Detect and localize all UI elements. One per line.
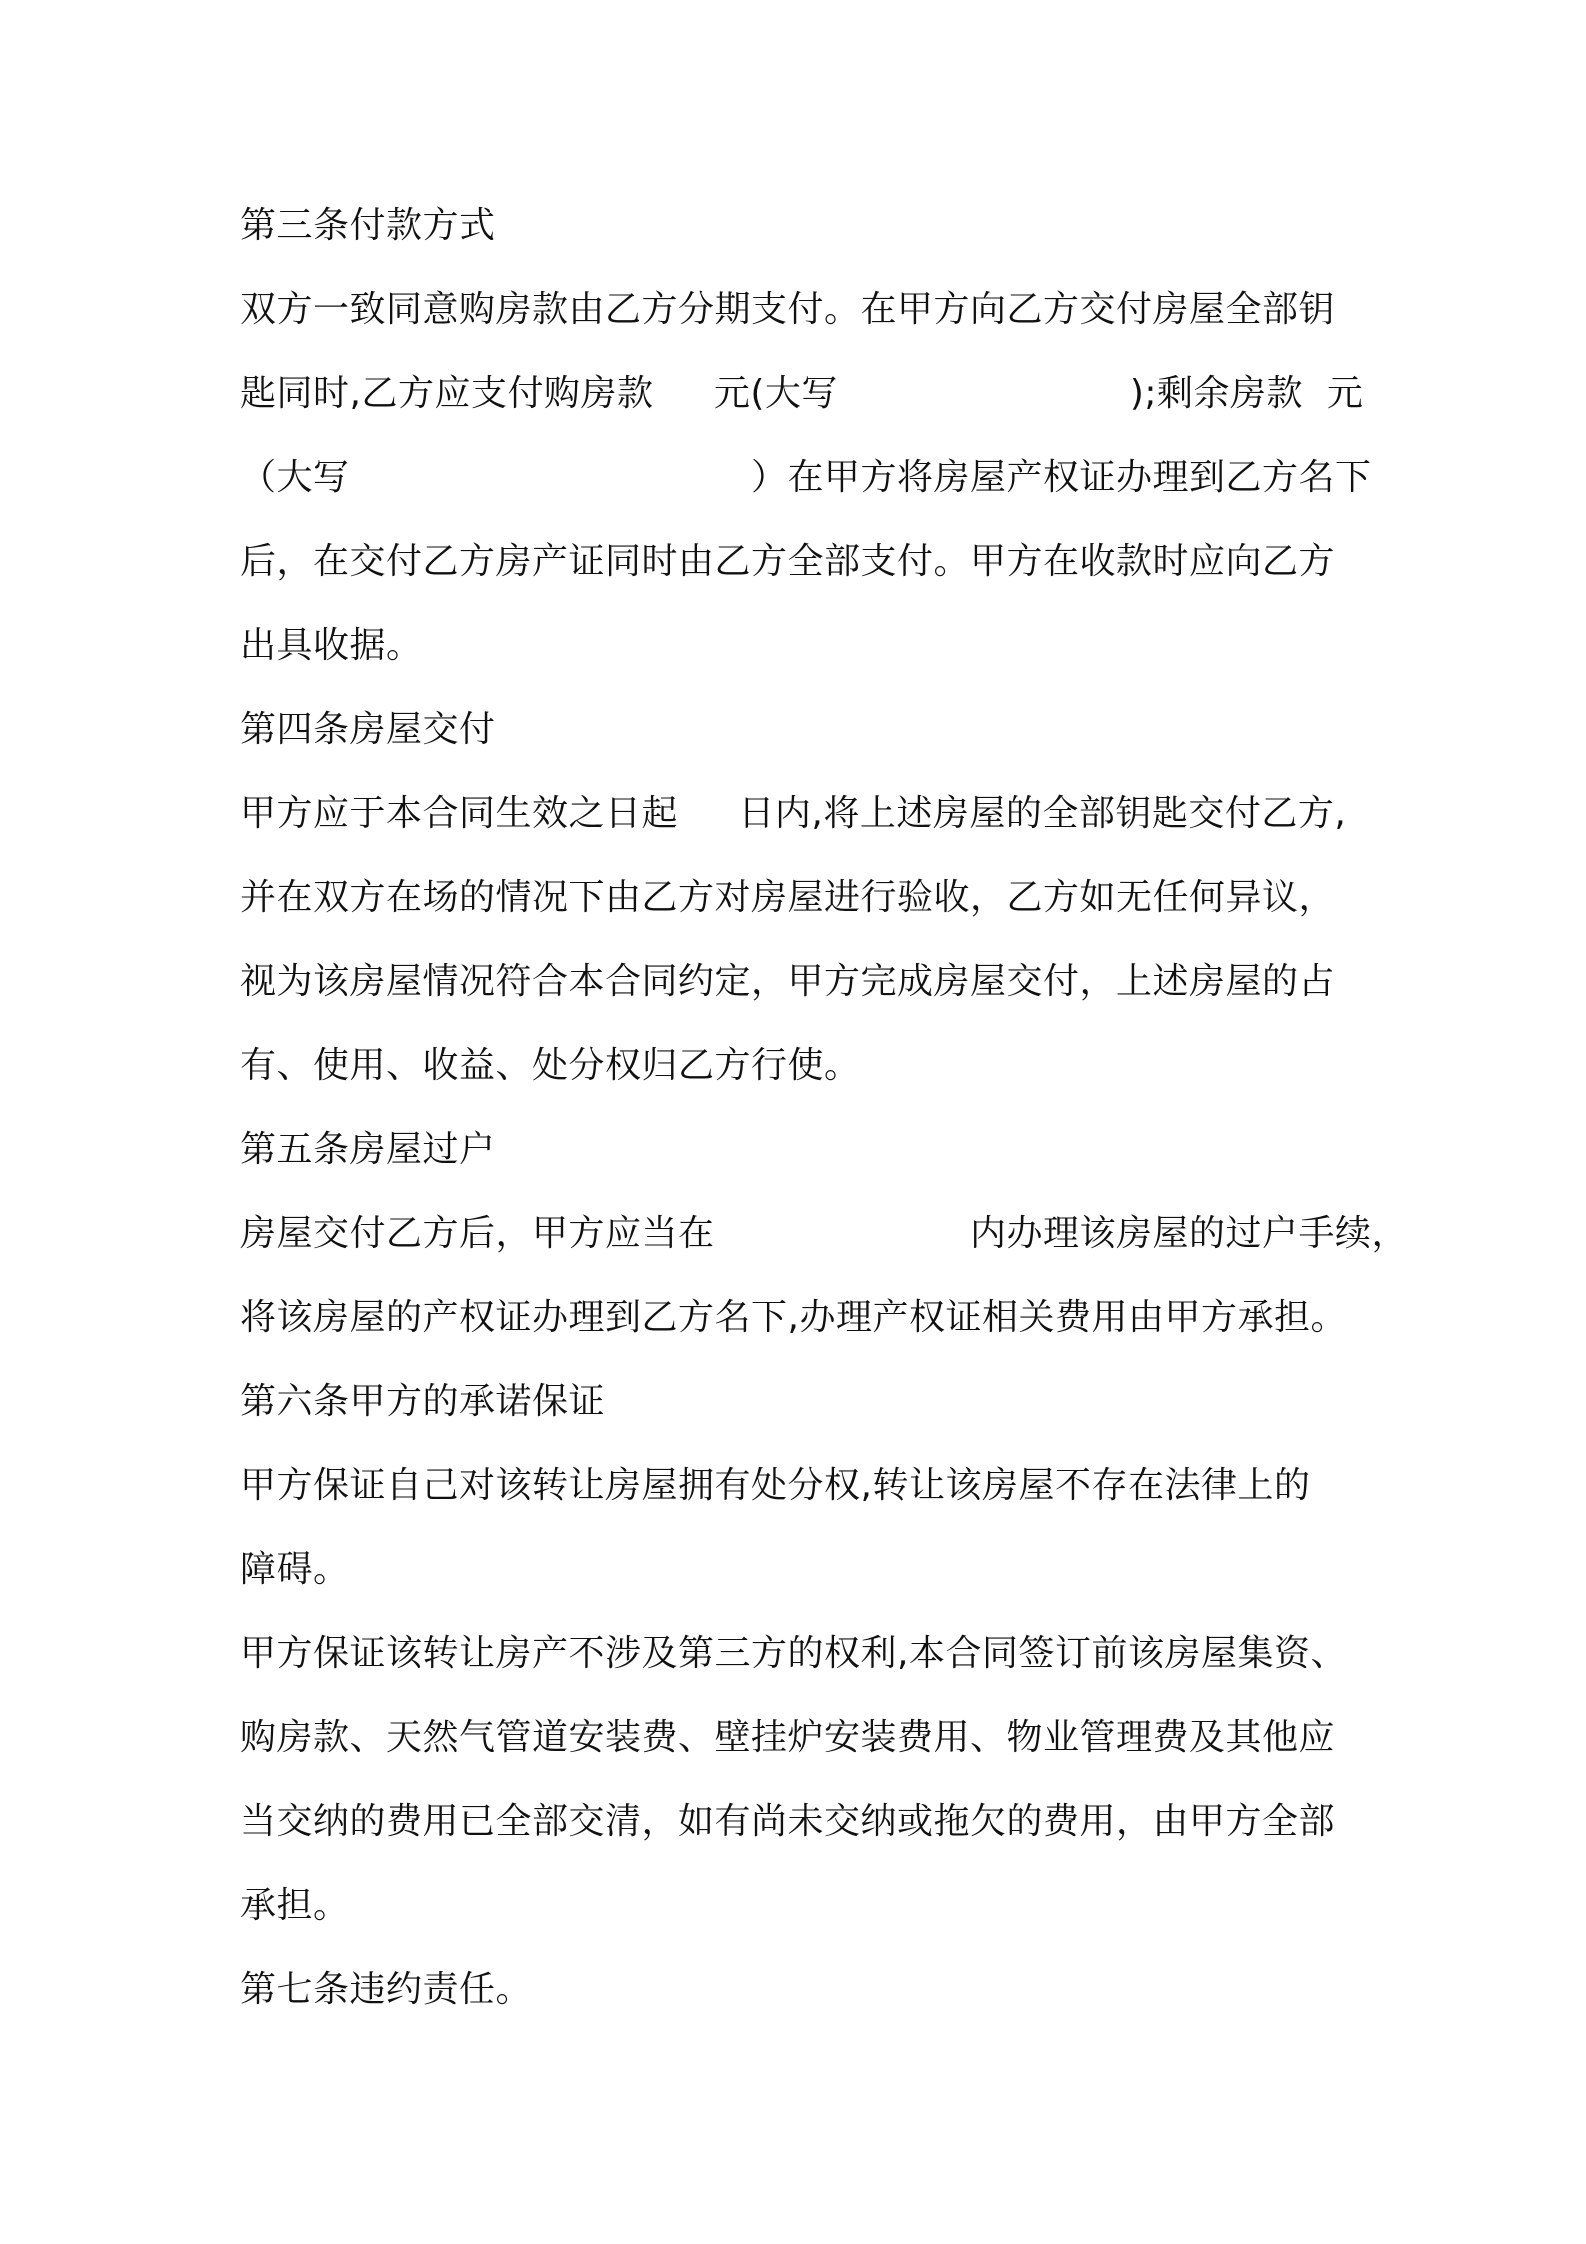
article-3-heading: 第三条付款方式 bbox=[240, 205, 496, 246]
article-5-line-2: 将该房屋的产权证办理到乙方名下,办理产权证相关费用由甲方承担。 bbox=[240, 1297, 1347, 1338]
article-6-line-2: 障碍。 bbox=[240, 1549, 350, 1590]
article-6-line-4: 购房款、天然气管道安装费、壁挂炉安装费用、物业管理费及其他应 bbox=[240, 1717, 1336, 1758]
article-4-line-4: 有、使用、收益、处分权归乙方行使。 bbox=[240, 1045, 861, 1086]
article-3-line-3: （大写 ）在甲方将房屋产权证办理到乙方名下 bbox=[240, 457, 1372, 498]
article-7-heading: 第七条违约责任。 bbox=[240, 1969, 533, 2010]
article-4-heading: 第四条房屋交付 bbox=[240, 709, 496, 750]
article-4-line-2: 并在双方在场的情况下由乙方对房屋进行验收，乙方如无任何异议， bbox=[240, 877, 1336, 918]
article-3-line-5: 出具收据。 bbox=[240, 625, 423, 666]
article-6-line-5: 当交纳的费用已全部交清，如有尚未交纳或拖欠的费用，由甲方全部 bbox=[240, 1801, 1336, 1842]
article-5-heading: 第五条房屋过户 bbox=[240, 1129, 496, 1170]
article-3-line-2: 匙同时,乙方应支付购房款 元(大写 );剩余房款 元 bbox=[240, 373, 1364, 414]
article-3-line-1: 双方一致同意购房款由乙方分期支付。在甲方向乙方交付房屋全部钥 bbox=[240, 289, 1336, 330]
article-6-line-3: 甲方保证该转让房产不涉及第三方的权利,本合同签订前该房屋集资、 bbox=[240, 1633, 1347, 1674]
article-6-heading: 第六条甲方的承诺保证 bbox=[240, 1381, 606, 1422]
article-6-line-1: 甲方保证自己对该转让房屋拥有处分权,转让该房屋不存在法律上的 bbox=[240, 1465, 1311, 1506]
article-4-line-3: 视为该房屋情况符合本合同约定，甲方完成房屋交付，上述房屋的占 bbox=[240, 961, 1336, 1002]
article-3-line-4: 后，在交付乙方房产证同时由乙方全部支付。甲方在收款时应向乙方 bbox=[240, 541, 1336, 582]
article-6-line-6: 承担。 bbox=[240, 1885, 350, 1926]
article-5-line-1: 房屋交付乙方后，甲方应当在 内办理该房屋的过户手续， bbox=[240, 1213, 1409, 1254]
article-4-line-1: 甲方应于本合同生效之日起 日内,将上述房屋的全部钥匙交付乙方, bbox=[240, 793, 1347, 834]
